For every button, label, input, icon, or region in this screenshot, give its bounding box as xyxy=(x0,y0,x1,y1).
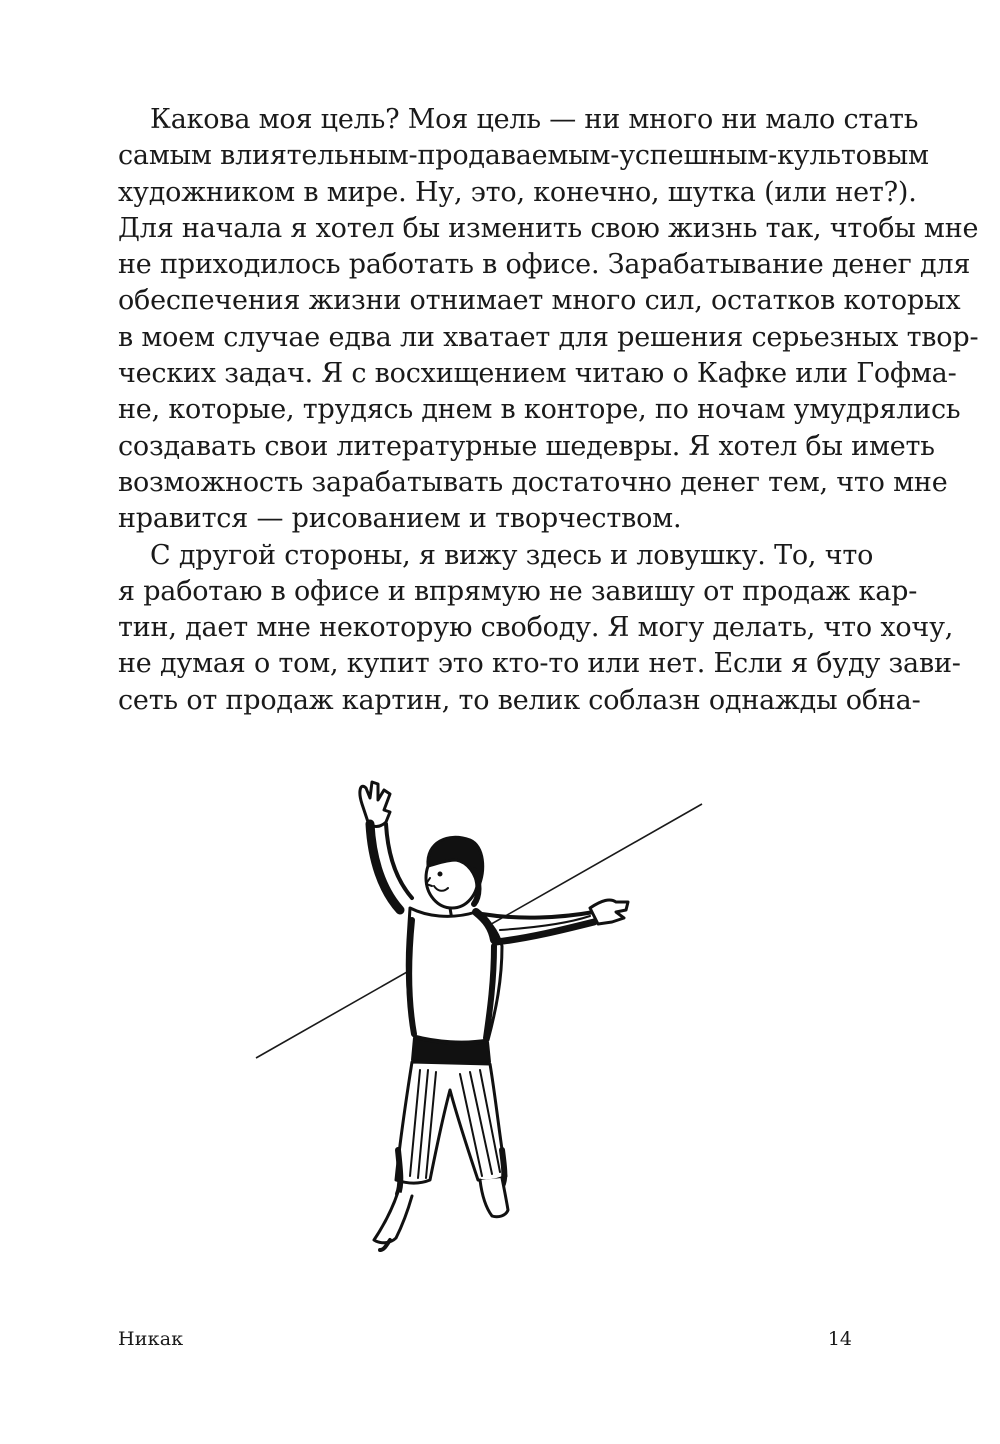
paragraph-2 xyxy=(118,538,961,719)
text-line: не приходилось работать в офисе. Зарабатывание денег для xyxy=(118,249,971,281)
text-line: самым влиятельным-продаваемым-успешным-культовым xyxy=(118,140,929,172)
text-line: Для начала я хотел бы изменить свою жизнь так, чтобы мне xyxy=(118,212,979,244)
body-text xyxy=(118,102,979,719)
text-line: сеть от продаж картин, то велик соблазн однажды обна- xyxy=(118,684,921,716)
text-line: Какова моя цель? Моя цель — ни много ни мало стать xyxy=(150,104,919,135)
text-line: ческих задач. Я с восхищением читаю о Кафке или Гофма- xyxy=(118,358,957,390)
text-line: художником в мире. Ну, это, конечно, шутка (или нет?). xyxy=(118,176,917,208)
tightrope-walker-drawing-icon xyxy=(250,770,670,1280)
page-number: 14 xyxy=(827,1328,852,1350)
text-line: нравится — рисованием и творчеством. xyxy=(118,503,682,535)
text-line: С другой стороны, я вижу здесь и ловушку. То, что xyxy=(150,539,874,571)
text-line: я работаю в офисе и впрямую не завишу от продаж кар- xyxy=(118,575,918,607)
text-line: обеспечения жизни отнимает много сил, остатков которых xyxy=(118,285,961,317)
text-line: тин, дает мне некоторую свободу. Я могу делать, что хочу, xyxy=(118,612,954,644)
text-line: создавать свои литературные шедевры. Я хотел бы иметь xyxy=(118,430,935,462)
text-line: в моем случае едва ли хватает для решения серьезных твор- xyxy=(118,321,979,353)
text-line: не, которые, трудясь днем в конторе, по ночам умудрялись xyxy=(118,394,961,426)
text-line: не думая о том, купит это кто-то или нет. Если я буду зави- xyxy=(118,648,961,680)
paragraph-1 xyxy=(118,102,979,538)
text-line: возможность зарабатывать достаточно денег тем, что мне xyxy=(118,466,948,498)
section-title: Никак xyxy=(118,1328,184,1350)
